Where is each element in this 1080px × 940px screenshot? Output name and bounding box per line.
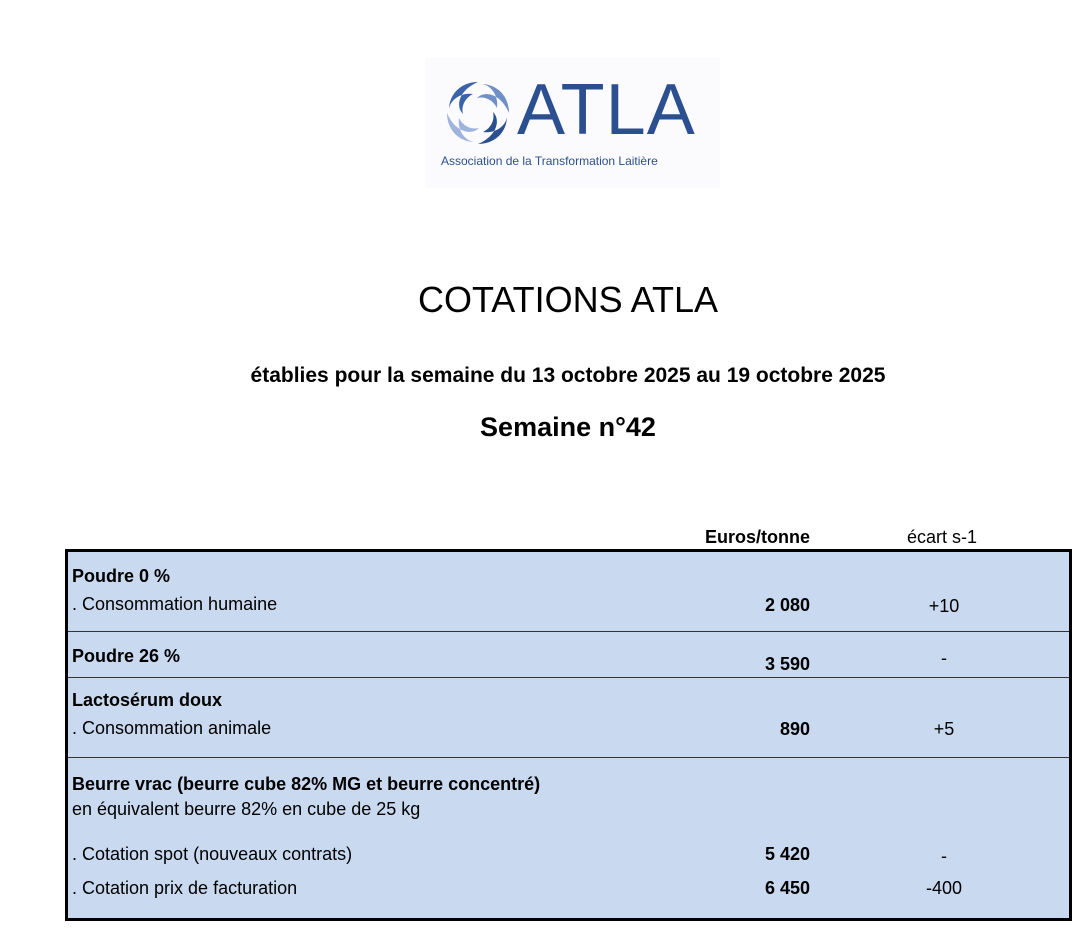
section-title: Lactosérum doux: [72, 690, 223, 710]
logo-wordmark: ATLA: [517, 70, 696, 150]
row-label: . Cotation spot (nouveaux contrats): [72, 844, 353, 864]
row-price: 890: [779, 719, 810, 739]
section-beurre-vrac: [68, 757, 1069, 918]
section-lactoserum: [68, 677, 1069, 758]
quotations-table: [65, 549, 1072, 921]
row-label: . Cotation prix de facturation: [72, 878, 298, 898]
section-title: Poudre 0 %: [72, 566, 171, 586]
section-title: Beurre vrac (beurre cube 82% MG et beurre concentré): [72, 774, 541, 794]
row-price: 5 420: [764, 844, 810, 864]
logo-subtitle: Association de la Transformation Laitière: [441, 154, 658, 168]
row-label: . Consommation humaine: [72, 594, 278, 614]
row-label: . Consommation animale: [72, 718, 272, 738]
page-title: COTATIONS ATLA: [417, 279, 719, 320]
row-diff: +5: [933, 719, 955, 739]
row-diff: -: [941, 648, 947, 668]
atla-logo: [425, 58, 720, 188]
row-diff: +10: [928, 596, 960, 616]
period-subtitle: établies pour la semaine du 13 octobre 2025 au 19 octobre 2025: [250, 364, 886, 387]
row-price: 2 080: [764, 595, 810, 615]
column-header-diff: écart s-1: [906, 527, 978, 547]
section-note: en équivalent beurre 82% en cube de 25 kg: [72, 799, 421, 819]
section-poudre-0: [68, 552, 1069, 632]
row-price: 6 450: [764, 878, 810, 898]
column-header-price: Euros/tonne: [704, 527, 810, 547]
atla-swirl-icon: [441, 76, 515, 150]
row-price: 3 590: [764, 654, 810, 674]
week-number: Semaine n°42: [480, 412, 656, 442]
row-diff: -400: [925, 878, 963, 898]
row-diff: -: [941, 846, 947, 866]
section-poudre-26: [68, 631, 1069, 678]
section-title: Poudre 26 %: [72, 646, 181, 666]
